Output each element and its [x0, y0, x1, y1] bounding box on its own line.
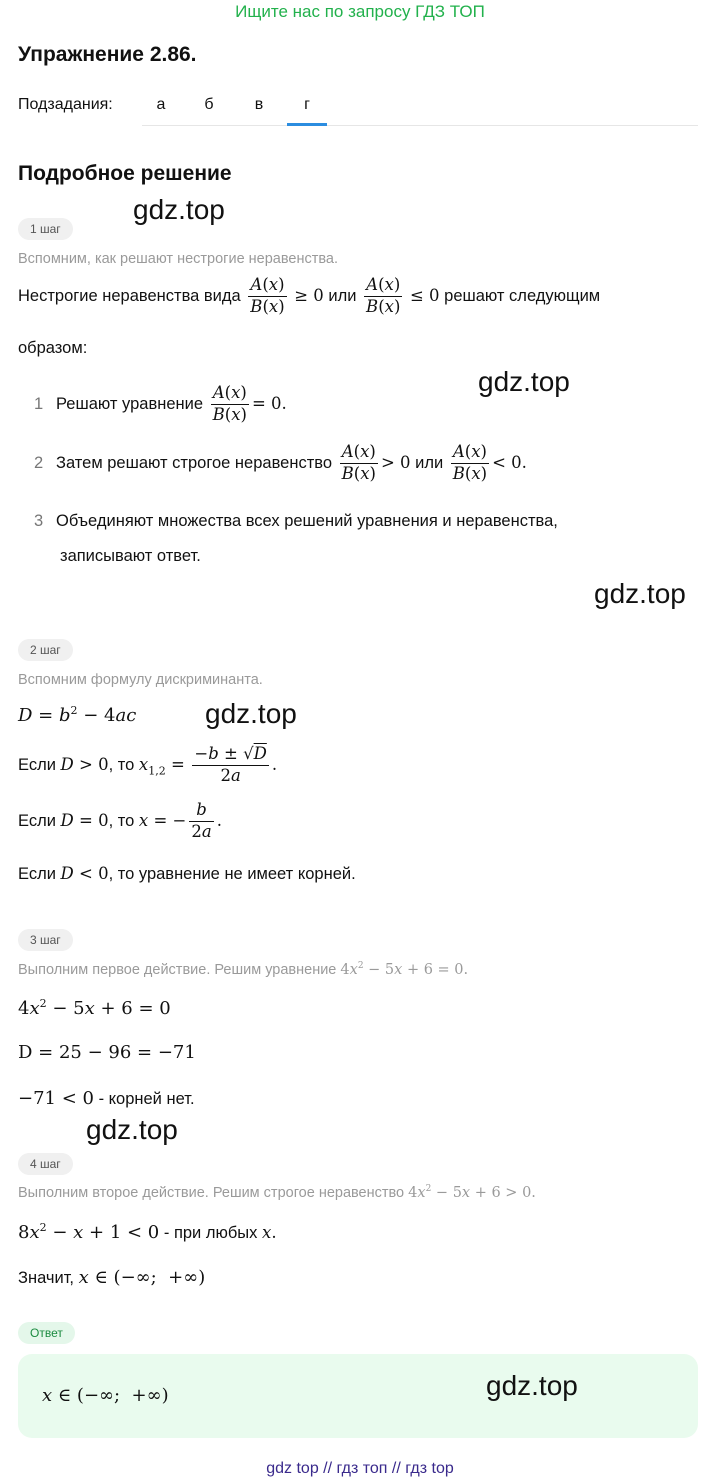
step4-inequality: $8x^2 - x + 1 < 0$ - при любых x. [18, 1221, 277, 1243]
tab-subtask-v[interactable]: в [254, 96, 264, 113]
discriminant-formula: $D = b^2 - 4ac$ [18, 704, 137, 726]
answer-value: x ∈ (−∞; +∞) [42, 1385, 169, 1406]
subtasks-label: Подзадания: [18, 96, 113, 113]
solution-title: Подробное решение [18, 162, 232, 185]
answer-badge: Ответ [18, 1322, 75, 1344]
discriminant-value: D = 25 − 96 = −71 [18, 1042, 196, 1063]
tab-subtask-b[interactable]: б [204, 96, 214, 113]
list-item: 1 Решают уравнение $\frac{A(x)}{B(x)}$ = 0. [34, 383, 287, 424]
step-hint: Выполним второе действие. Решим строгое неравенство $4x^2 - 5x + 6 > 0$. [18, 1184, 536, 1201]
watermark: gdz.top [478, 366, 570, 397]
tabs-divider [142, 125, 698, 126]
step-hint: Выполним первое действие. Решим уравнение $4x^2 - 5x + 6 = 0$. [18, 961, 469, 978]
step3-conclusion: −71 < 0 - корней нет. [18, 1088, 195, 1109]
step1-intro-line2: образом: [18, 339, 88, 357]
list-item: 2 Затем решают строгое неравенство $\frac{A(x)}{B(x)}$ > 0 или $\frac{A(x)}{B(x)}$ < 0. [34, 442, 527, 483]
watermark: gdz.top [594, 578, 686, 609]
list-item: 3 Объединяют множества всех решений уравнения и неравенства, [34, 512, 558, 530]
no-roots-case: Если D < 0, то уравнение не имеет корней. [18, 864, 356, 883]
footer-link[interactable]: гдз top [405, 1460, 454, 1477]
page-title: Упражнение 2.86. [18, 43, 197, 66]
equation: $4x^2 - 5x + 6 = 0$ [18, 997, 171, 1019]
tab-subtask-g[interactable]: г [304, 96, 310, 113]
search-banner: Ищите нас по запросу ГДЗ ТОП [235, 2, 485, 21]
fraction-a-over-b: $\frac{A(x)}{B(x)}$ [366, 275, 401, 316]
two-roots-case: Если D > 0, то $x_{1,2}$ = $\frac{-b \pm √D}{2a}$ . [18, 744, 278, 785]
watermark: gdz.top [486, 1370, 578, 1401]
step-hint: Вспомним, как решают нестрогие неравенства. [18, 251, 338, 267]
step-badge: 3 шаг [18, 929, 73, 951]
footer-links: gdz top // гдз топ // гдз top [266, 1460, 454, 1477]
step1-intro-line: Нестрогие неравенства вида $\frac{A(x)}{B(x)}$ ≥ 0 или $\frac{A(x)}{B(x)}$ ≤ 0 решают следующим [18, 275, 601, 316]
list-item-continued: записывают ответ. [60, 547, 201, 565]
step-hint: Вспомним формулу дискриминанта. [18, 672, 263, 688]
footer-link[interactable]: gdz top [266, 1460, 319, 1477]
fraction-a-over-b: $\frac{A(x)}{B(x)}$ [250, 275, 285, 316]
watermark: gdz.top [86, 1114, 178, 1145]
step4-result: Значит, x ∈ (−∞; +∞) [18, 1267, 206, 1288]
footer-link[interactable]: гдз топ [336, 1460, 388, 1477]
step-badge: 2 шаг [18, 639, 73, 661]
watermark: gdz.top [205, 698, 297, 729]
one-root-case: Если D = 0, то x = − $\frac{b}{2a}$ . [18, 800, 222, 841]
active-tab-indicator [287, 123, 327, 126]
step-badge: 1 шаг [18, 218, 73, 240]
tab-subtask-a[interactable]: а [156, 96, 166, 113]
step-badge: 4 шаг [18, 1153, 73, 1175]
watermark: gdz.top [133, 194, 225, 225]
